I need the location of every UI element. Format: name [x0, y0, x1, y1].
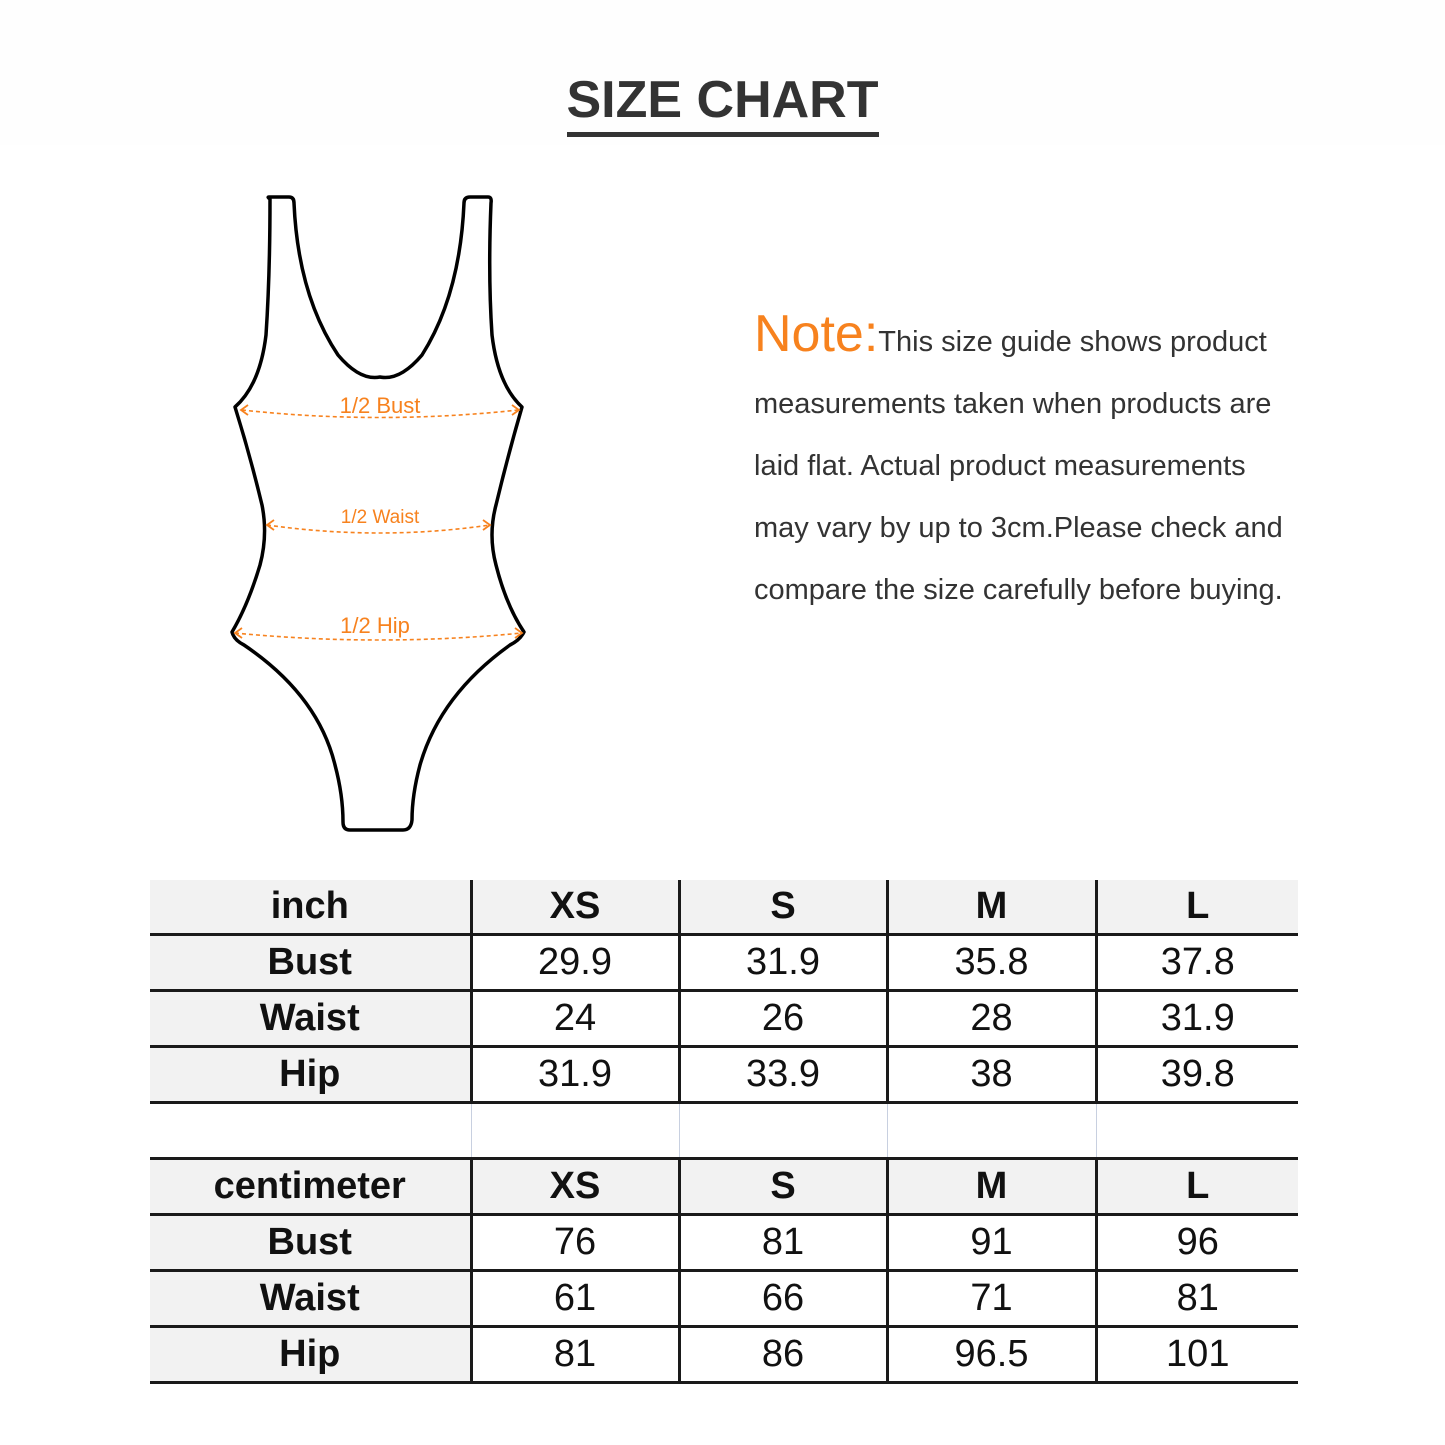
note-line-1: Note:This size guide shows product [754, 305, 1267, 363]
note-label: Note: [754, 305, 879, 363]
table-row [150, 1327, 1298, 1383]
inch-header-row [150, 880, 1298, 935]
size-note [754, 305, 1414, 621]
row-label: Bust [150, 935, 471, 991]
cell-value: 26 [679, 991, 887, 1047]
table-row [150, 1271, 1298, 1327]
row-label: Hip [150, 1327, 471, 1383]
size-header-l: L [1096, 880, 1298, 935]
cell-value: 71 [887, 1271, 1096, 1327]
table-row [150, 1215, 1298, 1271]
cell-value: 81 [471, 1327, 679, 1383]
cell-value: 31.9 [471, 1047, 679, 1103]
size-header-m: M [887, 1159, 1096, 1215]
cell-value: 61 [471, 1271, 679, 1327]
size-table [150, 880, 1298, 1384]
note-line-5: compare the size carefully before buying. [754, 574, 1283, 606]
row-label: Waist [150, 1271, 471, 1327]
cell-value: 96 [1096, 1215, 1298, 1271]
table-row [150, 1047, 1298, 1103]
swimsuit-diagram [220, 185, 540, 845]
size-header-s: S [679, 880, 887, 935]
size-header-m: M [887, 880, 1096, 935]
table-spacer-row [150, 1103, 1298, 1159]
cell-value: 96.5 [887, 1327, 1096, 1383]
cell-value: 76 [471, 1215, 679, 1271]
page-title [0, 70, 1445, 137]
size-header-xs: XS [471, 880, 679, 935]
table-row [150, 991, 1298, 1047]
cm-header-row [150, 1159, 1298, 1215]
row-label: Waist [150, 991, 471, 1047]
waist-label: 1/2 Waist [340, 507, 420, 528]
cell-value: 29.9 [471, 935, 679, 991]
hip-label: 1/2 Hip [340, 613, 410, 638]
cell-value: 31.9 [1096, 991, 1298, 1047]
cell-value: 81 [1096, 1271, 1298, 1327]
page-title-text: SIZE CHART [567, 70, 879, 137]
cell-value: 38 [887, 1047, 1096, 1103]
bust-label: 1/2 Bust [339, 393, 421, 418]
cell-value: 91 [887, 1215, 1096, 1271]
cell-value: 24 [471, 991, 679, 1047]
row-label: Hip [150, 1047, 471, 1103]
size-header-l: L [1096, 1159, 1298, 1215]
note-line-4: may vary by up to 3cm.Please check and [754, 512, 1283, 544]
cell-value: 31.9 [679, 935, 887, 991]
cell-value: 86 [679, 1327, 887, 1383]
cell-value: 66 [679, 1271, 887, 1327]
row-label: Bust [150, 1215, 471, 1271]
note-line-2: measurements taken when products are [754, 388, 1272, 420]
note-line-3: laid flat. Actual product measurements [754, 450, 1246, 482]
cell-value: 39.8 [1096, 1047, 1298, 1103]
cell-value: 33.9 [679, 1047, 887, 1103]
unit-label-centimeter: centimeter [150, 1159, 471, 1215]
cell-value: 37.8 [1096, 935, 1298, 991]
unit-label-inch: inch [150, 880, 471, 935]
cell-value: 28 [887, 991, 1096, 1047]
cell-value: 101 [1096, 1327, 1298, 1383]
cell-value: 35.8 [887, 935, 1096, 991]
cell-value: 81 [679, 1215, 887, 1271]
table-row [150, 935, 1298, 991]
size-header-s: S [679, 1159, 887, 1215]
size-header-xs: XS [471, 1159, 679, 1215]
size-tables [150, 880, 1298, 1384]
